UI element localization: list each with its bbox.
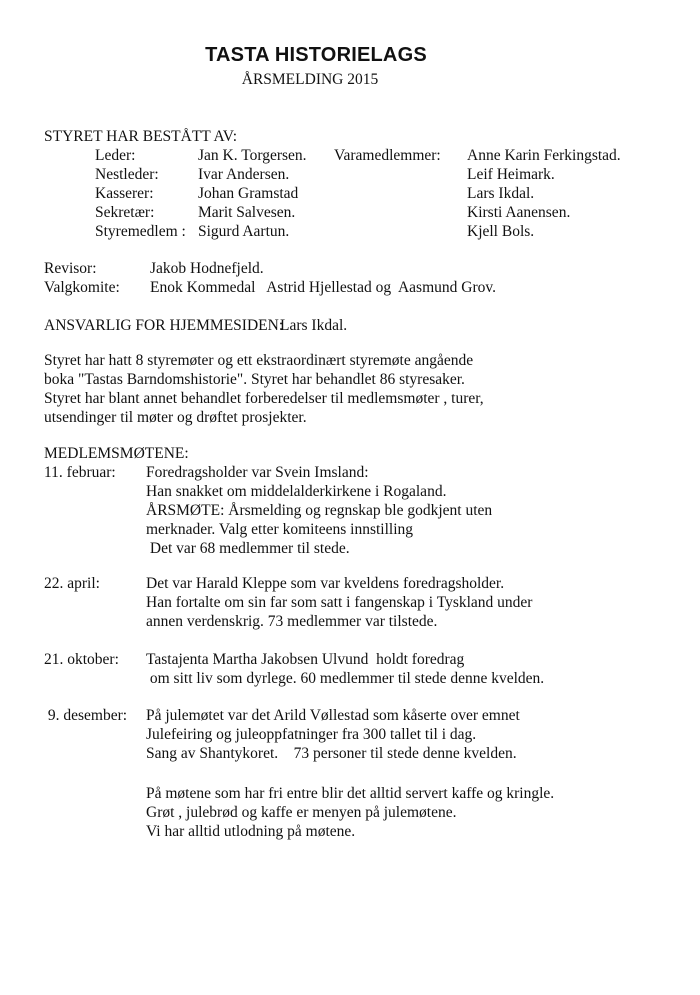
- meeting-line: Tastajenta Martha Jakobsen Ulvund holdt foredrag: [146, 651, 465, 668]
- auditor-label: Revisor:: [44, 260, 97, 277]
- deputy-name: Anne Karin Ferkingstad.: [467, 147, 621, 164]
- board-role-name: Sigurd Aartun.: [198, 223, 290, 240]
- meeting-line: Det var 68 medlemmer til stede.: [146, 540, 350, 557]
- board-role-name: Jan K. Torgersen.: [198, 147, 307, 164]
- deputy-name: Kirsti Aanensen.: [467, 204, 571, 221]
- summary-line: Styret har blant annet behandlet forberedelser til medlemsmøter , turer,: [44, 390, 484, 407]
- board-role-label: Sekretær:: [95, 204, 155, 221]
- meeting-line: om sitt liv som dyrlege. 60 medlemmer til stede denne kvelden.: [146, 670, 545, 687]
- document-subtitle: ÅRSMELDING 2015: [241, 71, 379, 88]
- meeting-date: 22. april:: [44, 575, 100, 592]
- website-name: Lars Ikdal.: [280, 317, 348, 334]
- meeting-line: Det var Harald Kleppe som var kveldens foredragsholder.: [146, 575, 505, 592]
- summary-line: boka "Tastas Barndomshistorie". Styret har behandlet 86 styresaker.: [44, 371, 465, 388]
- auditor-name: Jakob Hodnefjeld.: [150, 260, 264, 277]
- board-heading: STYRET HAR BESTÅTT AV:: [44, 128, 238, 145]
- closing-line: Grøt , julebrød og kaffe er menyen på julemøtene.: [146, 804, 457, 821]
- board-role-name: Johan Gramstad: [198, 185, 299, 202]
- website-label: ANSVARLIG FOR HJEMMESIDEN:: [44, 317, 284, 334]
- meeting-line: merknader. Valg etter komiteens innstilling: [146, 521, 414, 538]
- meeting-line: På julemøtet var det Arild Vøllestad som kåserte over emnet: [146, 707, 520, 724]
- deputy-name: Kjell Bols.: [467, 223, 535, 240]
- nomination-names: Enok Kommedal Astrid Hjellestad og Aasmund Grov.: [150, 279, 496, 296]
- meeting-date: 11. februar:: [44, 464, 116, 481]
- deputies-label: Varamedlemmer:: [334, 147, 441, 164]
- board-role-name: Marit Salvesen.: [198, 204, 296, 221]
- closing-line: På møtene som har fri entre blir det alltid servert kaffe og kringle.: [146, 785, 555, 802]
- board-role-label: Kasserer:: [95, 185, 154, 202]
- meeting-line: Julefeiring og juleoppfatninger fra 300 tallet til i dag.: [146, 726, 477, 743]
- meeting-date: 9. desember:: [44, 707, 128, 724]
- document-title: TASTA HISTORIELAGS: [205, 44, 427, 66]
- summary-line: utsendinger til møter og drøftet prosjekter.: [44, 409, 307, 426]
- meeting-date: 21. oktober:: [44, 651, 119, 668]
- meeting-line: Han fortalte om sin far som satt i fangenskap i Tyskland under: [146, 594, 533, 611]
- board-role-label: Styremedlem :: [95, 223, 186, 240]
- summary-line: Styret har hatt 8 styremøter og ett ekstraordinært styremøte angående: [44, 352, 474, 369]
- board-role-label: Nestleder:: [95, 166, 159, 183]
- meeting-line: Foredragsholder var Svein Imsland:: [146, 464, 369, 481]
- nomination-label: Valgkomite:: [44, 279, 120, 296]
- meeting-line: Han snakket om middelalderkirkene i Rogaland.: [146, 483, 447, 500]
- meeting-line: Sang av Shantykoret. 73 personer til stede denne kvelden.: [146, 745, 517, 762]
- meeting-line: ÅRSMØTE: Årsmelding og regnskap ble godkjent uten: [146, 502, 493, 519]
- deputy-name: Leif Heimark.: [467, 166, 555, 183]
- meetings-heading: MEDLEMSMØTENE:: [44, 445, 189, 462]
- closing-line: Vi har alltid utlodning på møtene.: [146, 823, 356, 840]
- meeting-line: annen verdenskrig. 73 medlemmer var tilstede.: [146, 613, 438, 630]
- deputy-name: Lars Ikdal.: [467, 185, 535, 202]
- board-role-label: Leder:: [95, 147, 136, 164]
- board-role-name: Ivar Andersen.: [198, 166, 290, 183]
